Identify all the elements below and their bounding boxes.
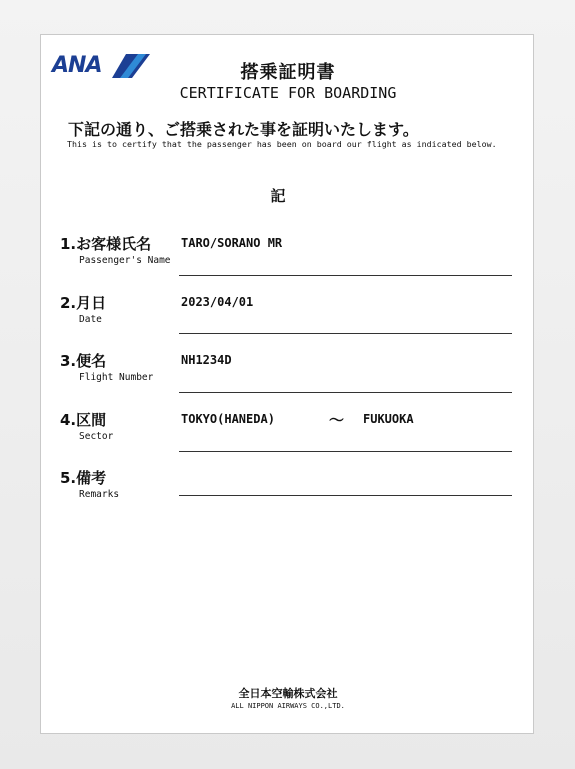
statement-japanese: 下記の通り、ご搭乗された事を証明いたします。	[68, 120, 419, 139]
title-japanese: 搭乗証明書	[240, 62, 336, 83]
flight-number-underline	[179, 392, 512, 393]
company-name-japanese: 全日本空輸株式会社	[238, 687, 338, 700]
ana-logo-text: ANA	[52, 53, 102, 78]
flight-number-value: NH1234D	[181, 353, 232, 367]
flight-number-label-en: Flight Number	[79, 372, 154, 383]
statement-english: This is to certify that the passenger has been on board our flight as indicated below.	[67, 139, 497, 149]
date-underline	[179, 333, 512, 334]
certificate-sheet	[40, 34, 534, 734]
remarks-underline	[179, 495, 512, 496]
remarks-label-en: Remarks	[79, 489, 120, 500]
passenger-name-underline	[179, 275, 512, 276]
passenger-name-label-jp: 1.お客様氏名	[60, 235, 152, 253]
title-english: CERTIFICATE FOR BOARDING	[179, 84, 397, 102]
ki-heading: 記	[270, 187, 286, 205]
sector-from-value: TOKYO(HANEDA)	[181, 412, 275, 426]
sector-label-en: Sector	[79, 431, 114, 442]
sector-to-value: FUKUOKA	[363, 412, 414, 426]
company-name-english: ALL NIPPON AIRWAYS CO.,LTD.	[231, 702, 345, 710]
passenger-name-label-en: Passenger's Name	[79, 255, 171, 266]
date-label-en: Date	[79, 314, 102, 325]
flight-number-label-jp: 3.便名	[60, 352, 107, 370]
sector-underline	[179, 451, 512, 452]
remarks-label-jp: 5.備考	[60, 469, 107, 487]
date-value: 2023/04/01	[181, 295, 254, 309]
passenger-name-value: TARO/SORANO MR	[181, 236, 283, 250]
sector-label-jp: 4.区間	[60, 411, 107, 429]
sector-separator: ～	[329, 411, 345, 429]
date-label-jp: 2.月日	[60, 294, 107, 312]
